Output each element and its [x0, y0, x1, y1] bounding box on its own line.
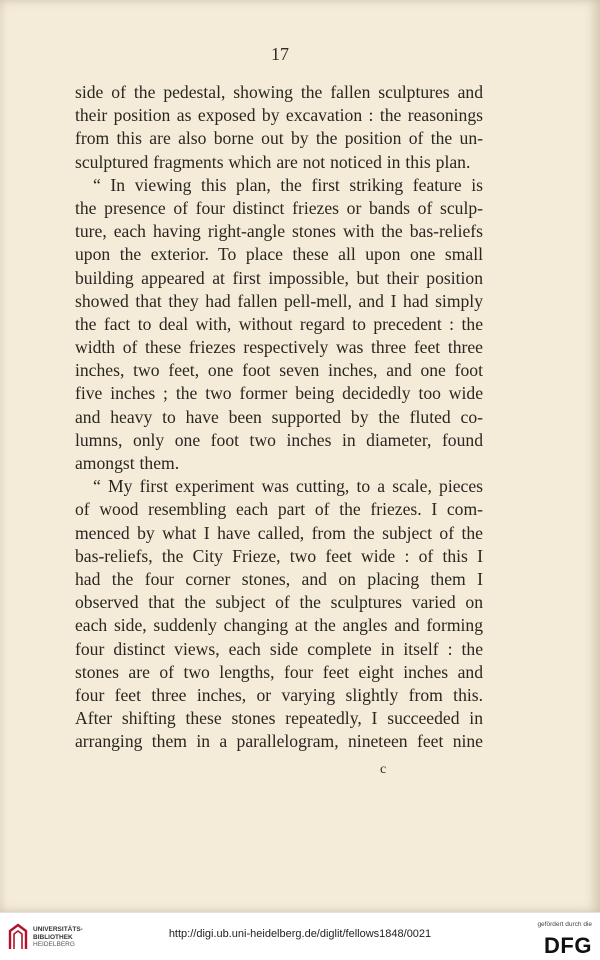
text-line: bas-reliefs, the City Frieze, two feet wide : of this I — [75, 545, 483, 566]
library-name-line: HEIDELBERG — [33, 941, 75, 948]
page-number: 17 — [271, 44, 289, 64]
text-line: of wood resembling each part of the friezes. I com- — [75, 499, 483, 520]
text-line: arranging them in a parallelogram, nineteen feet nine — [75, 731, 483, 752]
permalink-url[interactable]: http://digi.ub.uni-heidelberg.de/diglit/fellows1848/0021 — [168, 928, 432, 940]
text-line: observed that the subject of the sculptures varied on — [75, 592, 483, 613]
text-line: sculptured fragments which are not noticed in this plan. — [75, 151, 471, 172]
text-line: each side, suddenly changing at the angles and forming — [75, 615, 483, 636]
text-line: building appeared at first impossible, but their position — [75, 267, 483, 288]
text-line: menced by what I have called, from the subject of the — [75, 522, 483, 543]
footer-bar — [0, 912, 600, 960]
text-line: “ My first experiment was cutting, to a scale, pieces — [93, 476, 483, 497]
text-line: four distinct views, each side complete in itself : the — [75, 638, 483, 659]
text-line: “ In viewing this plan, the first striking feature is — [93, 174, 483, 195]
text-line: four feet three inches, or varying slightly from this. — [75, 684, 483, 705]
text-line: their position as exposed by excavation : the reasonings — [75, 105, 483, 126]
text-line: the fact to deal with, without regard to precedent : the — [75, 313, 483, 334]
signature-mark: c — [380, 762, 387, 777]
text-line: and heavy to have been supported by the fluted co- — [75, 406, 483, 427]
text-line: from this are also borne out by the position of the un- — [75, 128, 483, 149]
text-line: After shifting these stones repeatedly, I succeeded in — [75, 708, 483, 729]
text-line: five inches ; the two former being decidedly too wide — [75, 383, 483, 404]
dfg-logo: DFG — [544, 933, 592, 958]
text-line: ture, each having right-angle stones with the bas-reliefs — [75, 221, 483, 242]
library-name-line: BIBLIOTHEK — [33, 933, 73, 941]
text-line: amongst them. — [75, 453, 180, 473]
text-line: the presence of four distinct friezes or bands of sculp- — [75, 197, 483, 218]
funder-caption: gefördert durch die — [537, 921, 592, 928]
body-text — [75, 81, 483, 753]
text-line: stones are of two lengths, four feet eight inches and — [75, 661, 483, 682]
text-line: showed that they had fallen pell-mell, and I had simply — [75, 290, 483, 311]
text-line: inches, two feet, one foot seven inches, and one foot — [75, 360, 483, 381]
text-line: had the four corner stones, and on placing them I — [75, 568, 483, 589]
text-line: upon the exterior. To place these all upon one small — [75, 244, 483, 265]
text-line: width of these friezes respectively was three feet three — [75, 337, 483, 358]
text-line: side of the pedestal, showing the fallen sculptures and — [75, 82, 483, 102]
text-line: lumns, only one foot two inches in diameter, found — [75, 429, 483, 450]
library-name-line: UNIVERSITÄTS- — [33, 926, 83, 933]
